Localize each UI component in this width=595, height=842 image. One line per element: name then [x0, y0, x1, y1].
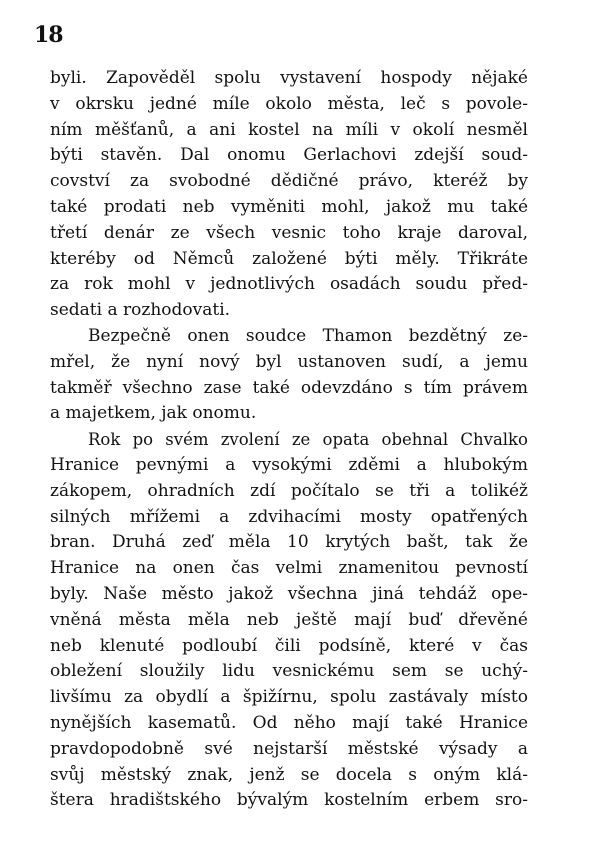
text-line: štera hradištského bývalým kostelním erbem sro- [50, 790, 528, 811]
text-line: Bezpečně onen soudce Thamon bezdětný ze- [88, 325, 528, 346]
text-line: takměř všechno zase také odevzdáno s tím právem [50, 377, 528, 398]
text-line: Rok po svém zvolení ze opata obehnal Chvalko [88, 430, 528, 450]
page-number: 18 [34, 22, 63, 48]
text-line: v okrsku jedné míle okolo města, leč s povole- [50, 93, 528, 114]
text-line: Hranice na onen čas velmi znamenitou pevností [50, 558, 528, 579]
text-line: také prodati neb vyměniti mohl, jakož mu také [50, 196, 528, 217]
text-line: mřel, že nyní nový byl ustanoven sudí, a jemu [50, 351, 528, 372]
text-line: třetí denár ze všech vesnic toho kraje daroval, [50, 222, 528, 243]
text-line: covství za svobodné dědičné právo, kteréž by [50, 171, 528, 192]
text-line: pravdopodobně své nejstarší městské výsady a [50, 738, 528, 759]
text-line: Hranice pevnými a vysokými zděmi a hlubokým [50, 454, 528, 475]
text-line: a majetkem, jak onomu. [50, 403, 257, 424]
body-text [50, 66, 528, 814]
text-line: sedati a rozhodovati. [50, 300, 231, 321]
text-line: bran. Druhá zeď měla 10 krytých bašt, tak že [50, 532, 528, 553]
text-line: byly. Naše město jakož všechna jiná tehdáž ope- [50, 583, 528, 604]
text-line: kteréby od Němců založené býti měly. Třikráte [50, 248, 528, 269]
text-line: byli. Zapověděl spolu vystavení hospody nějaké [50, 68, 528, 88]
text-line: silných mřížemi a zdvihacími mosty opatřených [50, 506, 528, 527]
text-line: vněná města měla neb ještě mají buď dřevěné [50, 609, 528, 630]
text-line: nynějších kasematů. Od něho mají také Hranice [50, 712, 528, 733]
text-line: svůj městský znak, jenž se docela s oným klá- [50, 764, 528, 785]
text-line: zákopem, ohradních zdí počítalo se tři a tolikéž [50, 480, 528, 501]
text-line: livšímu za obydlí a špižírnu, spolu zastávaly místo [50, 687, 528, 708]
text-line: ním měšťanů, a ani kostel na míli v okolí nesměl [50, 119, 528, 140]
text-line: neb klenuté podloubí čili podsíně, které v čas [50, 635, 528, 656]
text-line: za rok mohl v jednotlivých osadách soudu před- [50, 274, 528, 295]
text-line: býti stavěn. Dal onomu Gerlachovi zdejší soud- [50, 145, 528, 166]
text-line: obležení sloužily lidu vesnickému sem se uchý- [50, 661, 528, 682]
